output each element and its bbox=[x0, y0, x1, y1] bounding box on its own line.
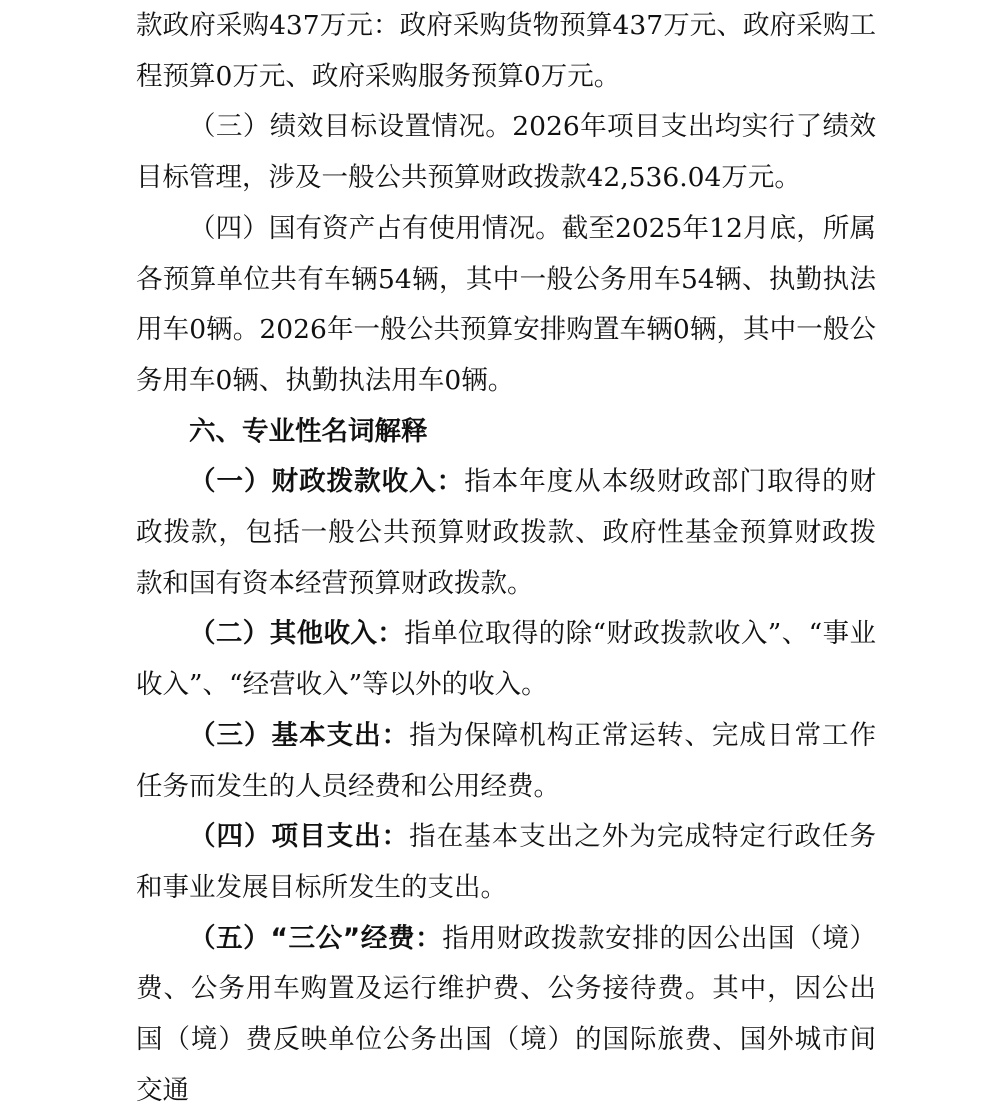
definition-term: （一）财政拨款收入： bbox=[189, 466, 465, 498]
paragraph-text: （四）国有资产占有使用情况。截至2025年12月底，所属各预算单位共有车辆54辆，其中一般公务用车54辆、执勤执法用车0辆。2026年一般公共预算安排购置车辆0辆，其中一般公务用车0辆、执勤执法用车0辆。 bbox=[136, 212, 876, 396]
definition-basic-expenditure bbox=[136, 711, 876, 812]
definition-three-public-expenses bbox=[136, 914, 876, 1116]
definition-text: 指用财政拨款安排的因公出国（境）费、公务用车购置及运行维护费、公务接待费。其中，因公出国（境）费反映单位公务出国（境）的国际旅费、国外城市间交通 bbox=[136, 922, 876, 1106]
definition-term: （四）项目支出： bbox=[189, 821, 410, 853]
definition-term: （三）基本支出： bbox=[189, 719, 410, 751]
definition-text: 指为保障机构正常运转、完成日常工作任务而发生的人员经费和公用经费。 bbox=[136, 719, 877, 802]
definition-text: 指单位取得的除“财政拨款收入”、“事业收入”、“经营收入”等以外的收入。 bbox=[136, 618, 876, 701]
paragraph-performance-goals bbox=[136, 102, 876, 203]
definition-fiscal-appropriation-income bbox=[136, 457, 876, 609]
definition-text: 指在基本支出之外为完成特定行政任务和事业发展目标所发生的支出。 bbox=[136, 821, 877, 903]
section-heading-terms: 六、专业性名词解释 bbox=[189, 415, 428, 447]
paragraph-state-assets bbox=[136, 204, 876, 407]
paragraph-text: 款政府采购437万元：政府采购货物预算437万元、政府采购工程预算0万元、政府采购服务预算0万元。 bbox=[136, 10, 876, 92]
definition-other-income bbox=[136, 609, 876, 710]
definition-text: 指本年度从本级财政部门取得的财政拨款，包括一般公共预算财政拨款、政府性基金预算财政拨款和国有资本经营预算财政拨款。 bbox=[136, 466, 877, 599]
definition-term: （五）“三公”经费： bbox=[189, 922, 443, 954]
definition-term: （二）其他收入： bbox=[189, 618, 405, 650]
paragraph-procurement-continuation bbox=[136, 1, 876, 102]
document-page bbox=[136, 0, 876, 1116]
definition-project-expenditure bbox=[136, 812, 876, 913]
paragraph-text: （三）绩效目标设置情况。2026年项目支出均实行了绩效目标管理，涉及一般公共预算财政拨款42,536.04万元。 bbox=[136, 111, 876, 194]
